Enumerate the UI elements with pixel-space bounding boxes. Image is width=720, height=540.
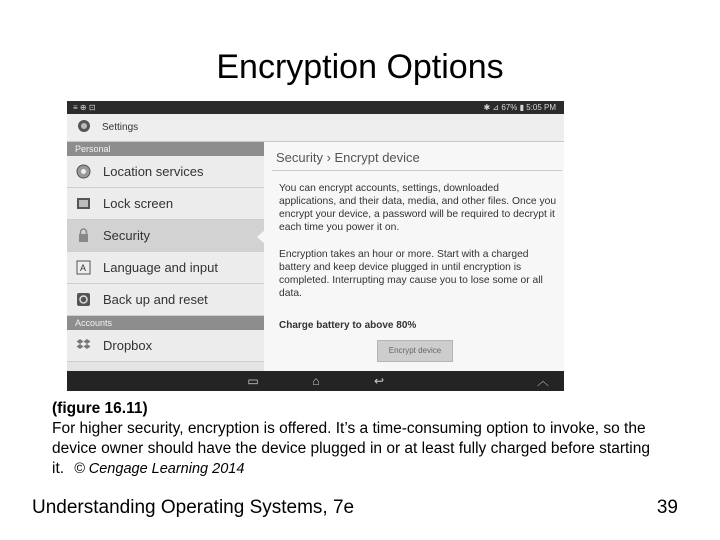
location-icon bbox=[76, 164, 91, 179]
sidebar-item-backup-reset[interactable] bbox=[67, 284, 264, 316]
encrypt-warning: Encryption takes an hour or more. Start with a charged battery and keep device plugged in until encryption is completed. Interrupting may cause you to lose some or all data. bbox=[279, 249, 543, 299]
recent-apps-icon[interactable]: ▭ bbox=[247, 374, 259, 388]
back-icon[interactable]: ↩ bbox=[373, 374, 385, 388]
padlock-icon bbox=[76, 228, 91, 243]
lock-screen-icon bbox=[76, 196, 91, 211]
sidebar-item-label: Lock screen bbox=[103, 196, 174, 211]
backup-icon bbox=[76, 292, 91, 307]
copyright: © Cengage Learning 2014 bbox=[74, 461, 245, 477]
settings-title: Settings bbox=[102, 122, 139, 133]
dropbox-icon bbox=[76, 338, 91, 353]
home-icon[interactable]: ⌂ bbox=[312, 374, 320, 388]
figure-caption bbox=[52, 399, 652, 479]
breadcrumb: Security › Encrypt device bbox=[276, 150, 420, 165]
section-personal: Personal bbox=[67, 142, 264, 156]
up-arrow-icon[interactable]: ︿ bbox=[536, 374, 549, 388]
status-right-info: ✱ ⊿ 67% ▮ 5:05 PM bbox=[483, 103, 556, 112]
keyboard-letter-icon bbox=[76, 260, 91, 275]
tablet-screenshot bbox=[67, 101, 564, 391]
sidebar-item-security[interactable] bbox=[67, 220, 264, 252]
svg-text:A: A bbox=[80, 263, 87, 273]
figure-label: (figure 16.11) bbox=[52, 400, 148, 417]
charge-notice: Charge battery to above 80% bbox=[279, 320, 417, 331]
sidebar-item-label: Security bbox=[103, 228, 150, 243]
section-accounts: Accounts bbox=[67, 316, 264, 330]
sidebar-item-lock-screen[interactable] bbox=[67, 188, 264, 220]
sidebar-item-label: Dropbox bbox=[103, 338, 153, 353]
sidebar-item-dropbox[interactable] bbox=[67, 330, 264, 362]
sidebar-item-language-input[interactable] bbox=[67, 252, 264, 284]
sidebar-item-label: Language and input bbox=[103, 260, 218, 275]
gear-icon[interactable] bbox=[78, 120, 90, 132]
encrypt-device-pane bbox=[264, 142, 564, 371]
sidebar-item-location-services[interactable] bbox=[67, 156, 264, 188]
status-left-icons: ≡ ⊕ ⊡ bbox=[73, 103, 96, 112]
sidebar-item-label: Location services bbox=[103, 164, 204, 179]
settings-sidebar bbox=[67, 142, 264, 371]
sidebar-item-label: Back up and reset bbox=[103, 292, 208, 307]
encrypt-device-button[interactable]: Encrypt device bbox=[377, 340, 453, 362]
action-bar bbox=[67, 114, 564, 142]
footer-book-title: Understanding Operating Systems, 7e bbox=[32, 497, 355, 518]
encrypt-description: You can encrypt accounts, settings, downloaded applications, and their data, media, and other files. Once you encrypt your device, a password will be required to decrypt it each time you power it on. bbox=[279, 183, 557, 233]
page-number: 39 bbox=[656, 497, 678, 518]
navigation-bar bbox=[67, 371, 564, 391]
slide-title: Encryption Options bbox=[216, 48, 504, 86]
divider bbox=[272, 170, 562, 171]
status-bar bbox=[67, 101, 564, 114]
caption-text: For higher security, encryption is offered. It’s a time-consuming option to invoke, so the device owner should have the device plugged in or at least fully charged before starting it. bbox=[52, 420, 650, 477]
